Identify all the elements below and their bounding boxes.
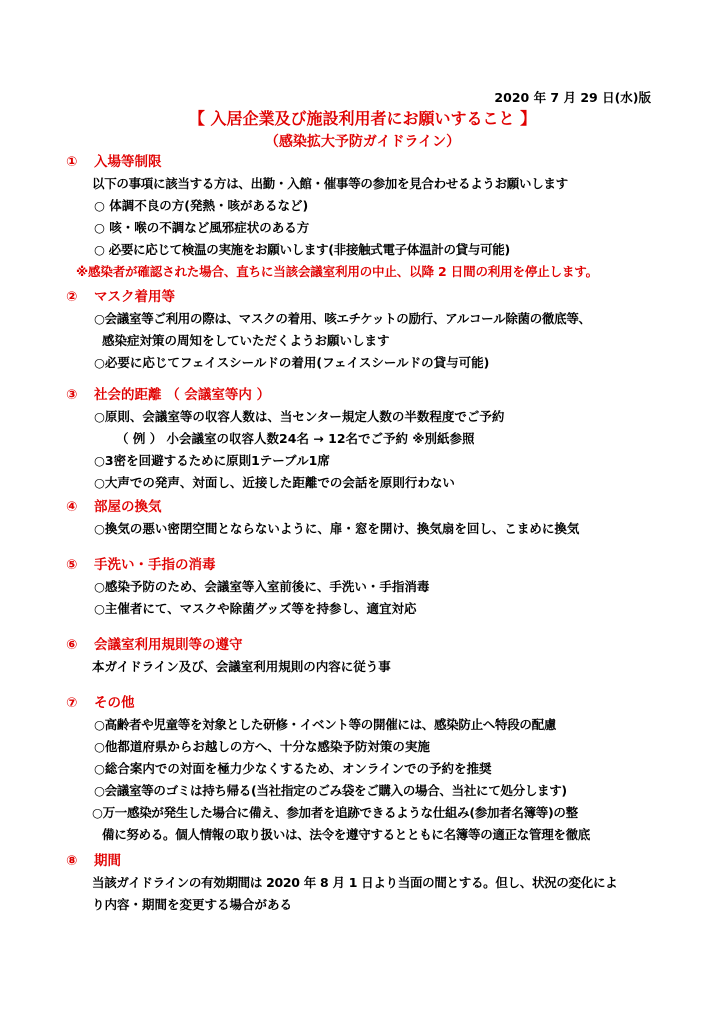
section-number: ④ — [66, 499, 78, 515]
section-title: 社会的距離 （ 会議室等内 ） — [94, 387, 271, 403]
list-item: ○ 咳・喉の不調など風邪症状のある方 — [94, 220, 310, 235]
list-item-continuation: 備に努める。個人情報の取り扱いは、法令を遵守するとともに名簿等の適正な管理を徹底 — [102, 827, 591, 842]
list-item: ○大声での発声、対面し、近接した距離での会話を原則行わない — [94, 475, 455, 490]
section-number: ③ — [66, 387, 78, 403]
list-item: ○3密を回避するために原則1テーブル1席 — [94, 453, 330, 468]
section-heading — [66, 286, 686, 308]
document-date: 2020 年 7 月 29 日(水)版 — [494, 90, 651, 105]
section-ventilation — [66, 496, 686, 540]
section-number: ② — [66, 289, 78, 305]
section-text: 以下の事項に該当する方は、出勤・入館・催事等の参加を見合わせるようお願いします — [92, 176, 568, 191]
section-heading — [66, 692, 686, 714]
section-title: 部屋の換気 — [94, 499, 162, 515]
document-subtitle: （感染拡大予防ガイドライン） — [264, 134, 461, 150]
section-number: ⑦ — [66, 695, 78, 711]
section-hand-hygiene — [66, 554, 686, 620]
section-number: ⑧ — [66, 853, 78, 869]
section-heading — [66, 151, 686, 173]
section-number: ⑤ — [66, 557, 78, 573]
section-number: ① — [66, 154, 78, 170]
list-item: ○高齢者や児童等を対象とした研修・イベント等の開催には、感染防止へ特段の配慮 — [94, 717, 557, 732]
example-line: （ 例 ） 小会議室の収容人数24名 → 12名でご予約 ※別紙参照 — [116, 431, 475, 446]
section-rules-compliance — [66, 634, 686, 678]
section-entry-restriction — [66, 151, 686, 283]
warning-note: ※感染者が確認された場合、直ちに当該会議室利用の中止、以降 2 日間の利用を停止します。 — [76, 264, 598, 279]
section-text: 当該ガイドラインの有効期間は 2020 年 8 月 1 日より当面の間とする。但し、状況の変化によ — [92, 875, 618, 890]
list-item: ○会議室等のゴミは持ち帰る(当社指定のごみ袋をご購入の場合、当社にて処分します) — [94, 783, 567, 798]
section-title: 手洗い・手指の消毒 — [94, 557, 216, 573]
list-item: ○ 体調不良の方(発熱・咳があるなど) — [94, 198, 309, 213]
section-period — [66, 850, 686, 916]
section-text: り内容・期間を変更する場合がある — [92, 897, 293, 912]
section-title: その他 — [94, 695, 135, 711]
section-title: 入場等制限 — [94, 154, 162, 170]
section-number: ⑥ — [66, 637, 78, 653]
section-heading — [66, 554, 686, 576]
list-item: ○換気の悪い密閉空間とならないように、扉・窓を開け、換気扇を回し、こまめに換気 — [94, 521, 580, 536]
list-item: ○総合案内での対面を極力少なくするため、オンラインでの予約を推奨 — [94, 761, 492, 776]
section-title: 会議室利用規則等の遵守 — [94, 637, 243, 653]
list-item: ○万一感染が発生した場合に備え、参加者を追跡できるような仕組み(参加者名簿等)の整 — [92, 805, 578, 820]
section-mask — [66, 286, 686, 374]
list-item: ○感染予防のため、会議室等入室前後に、手洗い・手指消毒 — [94, 579, 430, 594]
document-title: 【 入居企業及び施設利用者にお願いすること 】 — [188, 109, 537, 128]
list-item: ○原則、会議室等の収容人数は、当センター規定人数の半数程度でご予約 — [94, 409, 505, 424]
section-heading — [66, 634, 686, 656]
list-item-continuation: 感染症対策の周知をしていただくようお願いします — [102, 333, 390, 348]
section-heading — [66, 496, 686, 518]
section-title: マスク着用等 — [94, 289, 175, 305]
section-social-distance — [66, 384, 686, 494]
list-item: ○必要に応じてフェイスシールドの着用(フェイスシールドの貸与可能) — [94, 355, 490, 370]
section-other — [66, 692, 686, 846]
list-item: ○ 必要に応じて検温の実施をお願いします(非接触式電子体温計の貸与可能) — [94, 242, 510, 257]
section-text: 本ガイドライン及び、会議室利用規則の内容に従う事 — [92, 659, 391, 674]
section-heading — [66, 384, 686, 406]
list-item: ○主催者にて、マスクや除菌グッズ等を持参し、適宜対応 — [94, 601, 417, 616]
list-item: ○他都道府県からお越しの方へ、十分な感染予防対策の実施 — [94, 739, 430, 754]
list-item: ○会議室等ご利用の際は、マスクの着用、咳エチケットの励行、アルコール除菌の徹底等、 — [94, 311, 591, 326]
section-heading — [66, 850, 686, 872]
section-title: 期間 — [94, 853, 121, 869]
